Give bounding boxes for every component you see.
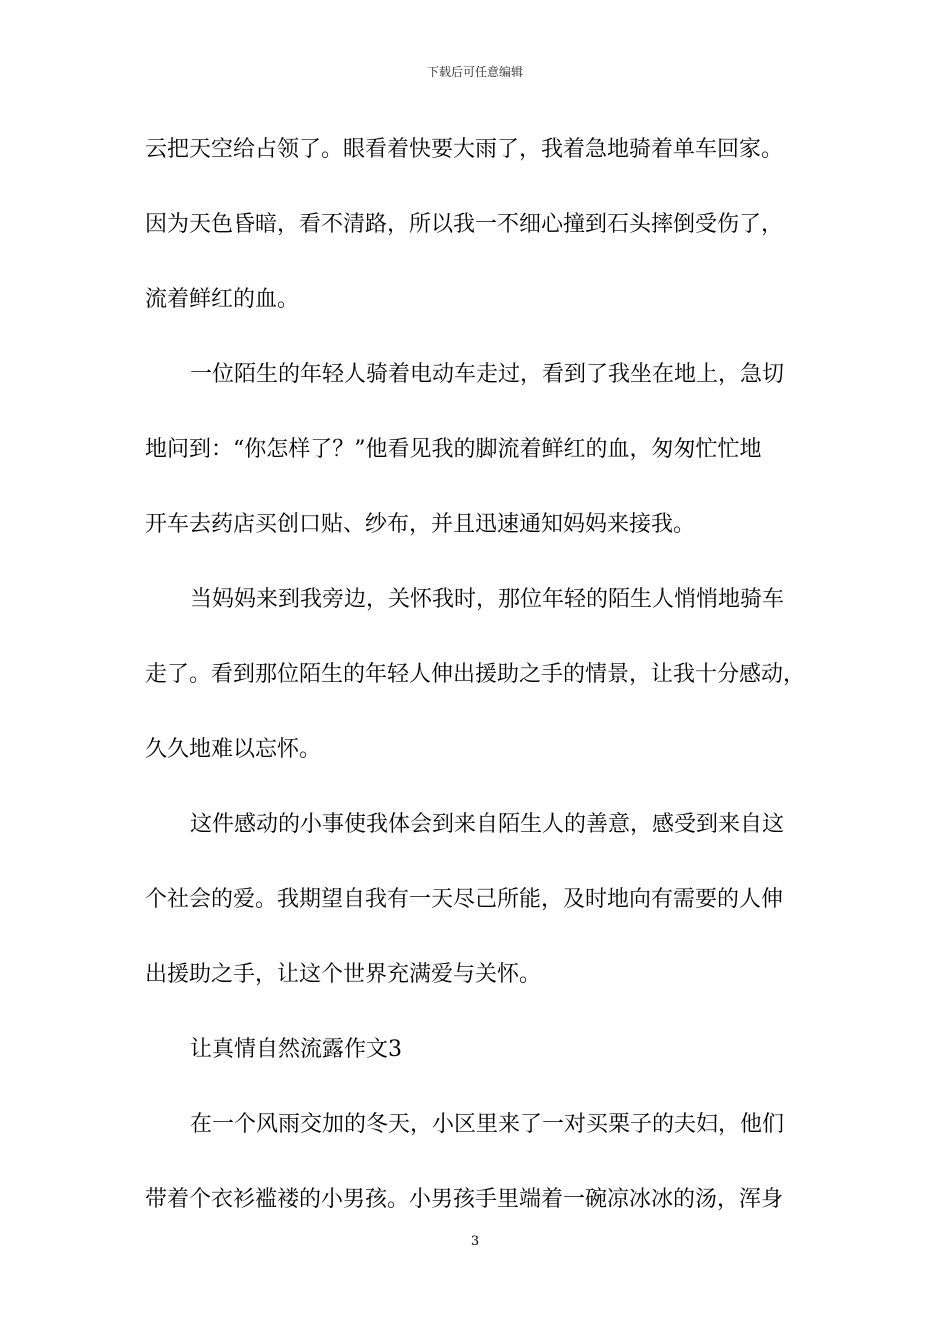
text-line: 流着鲜红的血。	[145, 287, 300, 312]
text-line: 因为天色昏暗，看不清路，所以我一不细心撞到石头摔倒受伤了，	[145, 212, 784, 237]
page-number: 3	[470, 1234, 480, 1249]
text-line: 云把天空给占领了。眼看着快要大雨了，我着急地骑着单车回家。	[145, 137, 784, 162]
text-line: 地问到：“你怎样了？”他看见我的脚流着鲜红的血，匆匆忙忙地	[145, 437, 762, 462]
text-line: 出援助之手，让这个世界充满爱与关怀。	[145, 962, 542, 987]
paragraph-first-line: 在一个风雨交加的冬天，小区里来了一对买栗子的夫妇，他们	[190, 1112, 785, 1137]
text-line: 走了。看到那位陌生的年轻人伸出援助之手的情景，让我十分感动，	[145, 662, 806, 687]
paragraph-first-line: 这件感动的小事使我体会到来自陌生人的善意，感受到来自这	[190, 812, 785, 837]
section-title: 让真情自然流露作文3	[190, 1037, 402, 1062]
text-line: 久久地难以忘怀。	[145, 737, 322, 762]
text-line: 带着个衣衫褴褛的小男孩。小男孩手里端着一碗凉冰冰的汤，浑身	[145, 1187, 784, 1212]
page-header-note: 下载后可任意编辑	[426, 65, 523, 79]
paragraph-first-line: 一位陌生的年轻人骑着电动车走过，看到了我坐在地上，急切	[190, 362, 785, 387]
paragraph-first-line: 当妈妈来到我旁边，关怀我时，那位年轻的陌生人悄悄地骑车	[190, 587, 785, 612]
text-line: 开车去药店买创口贴、纱布，并且迅速通知妈妈来接我。	[145, 512, 696, 537]
text-line: 个社会的爱。我期望自我有一天尽己所能，及时地向有需要的人伸	[145, 887, 784, 912]
